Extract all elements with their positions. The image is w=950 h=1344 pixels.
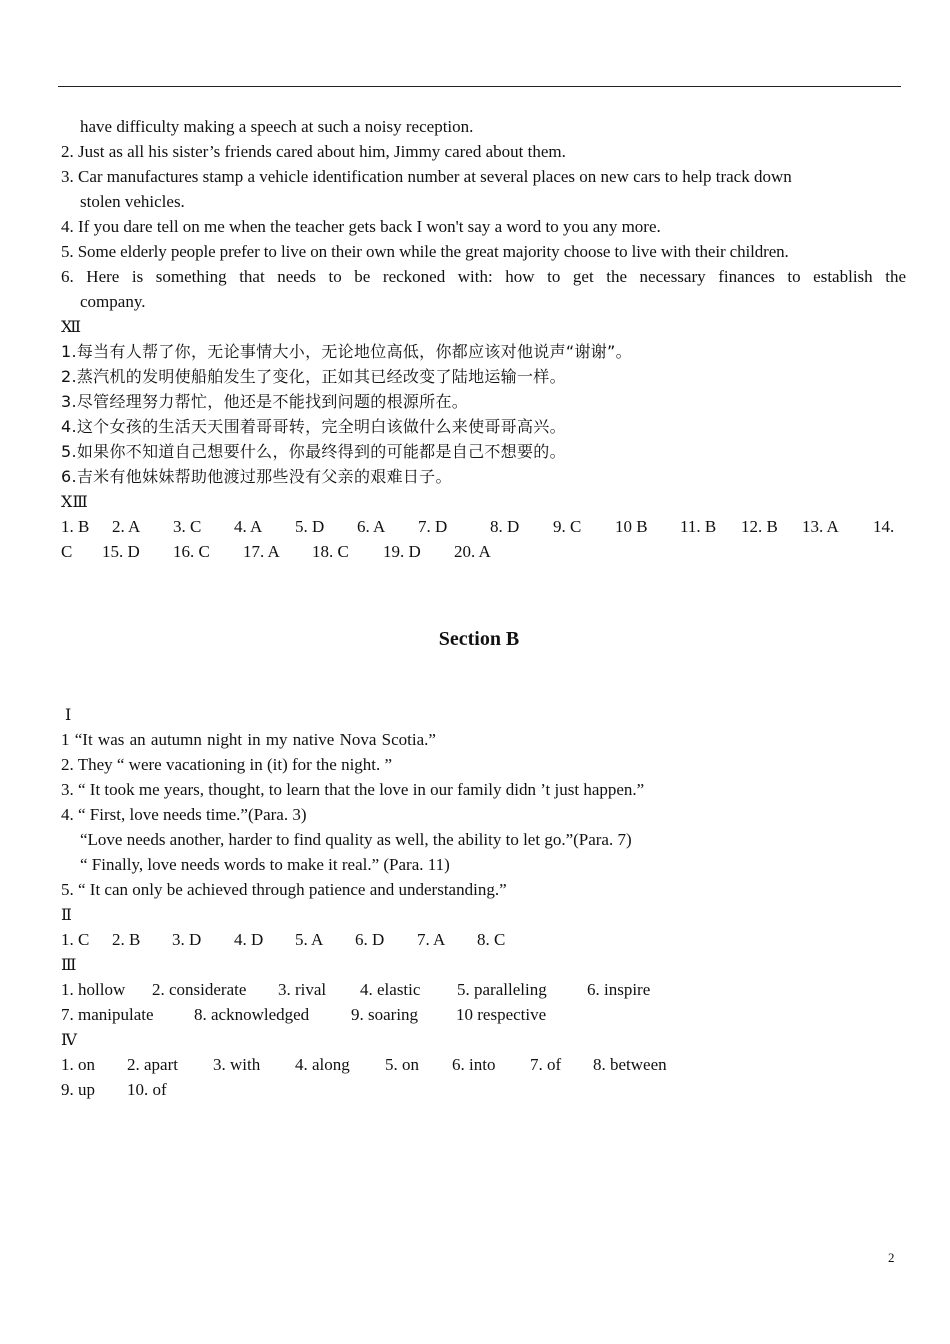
answer-item: 10 B: [615, 517, 648, 536]
quote-line: “Love needs another, harder to find quality as well, the ability to let go.”(Para. 7): [80, 830, 632, 849]
answer-item: 5. on: [385, 1055, 419, 1074]
translation-line: 3.尽管经理努力帮忙，他还是不能找到问题的根源所在。: [61, 392, 469, 411]
translation-line: 6.吉米有他妹妹帮助他渡过那些没有父亲的艰难日子。: [61, 467, 452, 486]
answer-item: 1. C: [61, 930, 90, 949]
answer-item: 19. D: [383, 542, 421, 561]
answer-line-6: 6. Here is something that needs to be reckoned with: how to get the necessary finances to establish the: [61, 267, 906, 286]
part-iii-label: Ⅲ: [61, 955, 77, 974]
answer-line-5: 5. Some elderly people prefer to live on their own while the great majority choose to live with their children.: [61, 242, 789, 261]
answer-line-4: 4. If you dare tell on me when the teacher gets back I won't say a word to you any more.: [61, 217, 661, 236]
answer-line-6-cont: company.: [80, 292, 146, 311]
answer-item: 20. A: [454, 542, 491, 561]
answer-item: 12. B: [741, 517, 778, 536]
answer-row: [61, 1002, 701, 1027]
answer-item: 9. soaring: [351, 1005, 419, 1024]
answer-item: C: [61, 542, 73, 561]
answer-item: 1. hollow: [61, 980, 126, 999]
quote-line: 1 “It was an autumn night in my native Nova Scotia.”: [61, 730, 436, 749]
part-iv-label: Ⅳ: [61, 1030, 77, 1049]
answer-item: 4. elastic: [360, 980, 421, 999]
header-rule: [58, 86, 901, 87]
answer-item: 9. up: [61, 1080, 95, 1099]
answer-item: 5. paralleling: [457, 980, 547, 999]
answer-item: 13. A: [802, 517, 839, 536]
answer-item: 2. considerate: [152, 980, 247, 999]
answer-row: [61, 977, 701, 1002]
translation-line: 4.这个女孩的生活天天围着哥哥转，完全明白该做什么来使哥哥高兴。: [61, 417, 566, 436]
answer-item: 5. D: [295, 517, 325, 536]
quote-line: 5. “ It can only be achieved through patience and understanding.”: [61, 880, 507, 899]
answer-item: 3. D: [172, 930, 202, 949]
answer-item: 3. C: [173, 517, 202, 536]
answer-item: 3. with: [213, 1055, 261, 1074]
answer-item: 17. A: [243, 542, 280, 561]
answer-item: 4. D: [234, 930, 264, 949]
translation-line: 1.每当有人帮了你，无论事情大小，无论地位高低，你都应该对他说声“谢谢”。: [61, 342, 632, 361]
answer-item: 3. rival: [278, 980, 327, 999]
answer-item: 15. D: [102, 542, 140, 561]
answer-item: 4. A: [234, 517, 263, 536]
answer-line-3: 3. Car manufactures stamp a vehicle identification number at several places on new cars to help track down: [61, 167, 792, 186]
answer-item: 1. B: [61, 517, 90, 536]
answer-item: 7. manipulate: [61, 1005, 154, 1024]
quote-line: 4. “ First, love needs time.”(Para. 3): [61, 805, 307, 824]
answer-item: 2. B: [112, 930, 141, 949]
part-ii-label: Ⅱ: [61, 905, 72, 924]
answer-item: 8. D: [490, 517, 520, 536]
section-xiii-label: ⅩⅢ: [61, 492, 88, 511]
section-xii-label: Ⅻ: [61, 317, 82, 336]
answer-item: 8. between: [593, 1055, 667, 1074]
section-b-heading: Section B: [438, 628, 520, 650]
answer-item: 16. C: [173, 542, 210, 561]
answer-item: 2. apart: [127, 1055, 178, 1074]
answer-item: 14.: [873, 517, 895, 536]
answer-line-3-cont: stolen vehicles.: [80, 192, 185, 211]
page-number: 2: [888, 1250, 895, 1265]
quote-line: 2. They “ were vacationing in (it) for the night. ”: [61, 755, 393, 774]
quote-line: “ Finally, love needs words to make it real.” (Para. 11): [80, 855, 450, 874]
answer-row: [61, 539, 906, 564]
answer-row: [61, 1052, 701, 1077]
answer-item: 1. on: [61, 1055, 95, 1074]
answer-item: 6. D: [355, 930, 385, 949]
answer-row: [61, 927, 561, 952]
answer-item: 9. C: [553, 517, 582, 536]
answer-item: 6. inspire: [587, 980, 651, 999]
answer-row: [61, 514, 906, 539]
translation-line: 2.蒸汽机的发明使船舶发生了变化，正如其已经改变了陆地运输一样。: [61, 367, 566, 386]
answer-item: 8. acknowledged: [194, 1005, 310, 1024]
quote-line: 3. “ It took me years, thought, to learn that the love in our family didn ’t just happen.”: [61, 780, 645, 799]
answer-row: [61, 1077, 701, 1102]
answer-item: 4. along: [295, 1055, 350, 1074]
answer-item: 5. A: [295, 930, 324, 949]
translation-line: 5.如果你不知道自己想要什么，你最终得到的可能都是自己不想要的。: [61, 442, 566, 461]
answer-item: 2. A: [112, 517, 141, 536]
answer-item: 11. B: [680, 517, 717, 536]
answer-item: 10. of: [127, 1080, 167, 1099]
answer-item: 8. C: [477, 930, 506, 949]
answer-line-2: 2. Just as all his sister’s friends cared about him, Jimmy cared about them.: [61, 142, 566, 161]
continuation-line: have difficulty making a speech at such a noisy reception.: [80, 117, 474, 136]
answer-item: 7. A: [417, 930, 446, 949]
answer-item: 7. of: [530, 1055, 562, 1074]
answer-item: 7. D: [418, 517, 448, 536]
answer-item: 18. C: [312, 542, 349, 561]
answer-item: 6. A: [357, 517, 386, 536]
answer-item: 6. into: [452, 1055, 496, 1074]
answer-item: 10 respective: [456, 1005, 547, 1024]
part-i-label: Ⅰ: [65, 705, 72, 724]
